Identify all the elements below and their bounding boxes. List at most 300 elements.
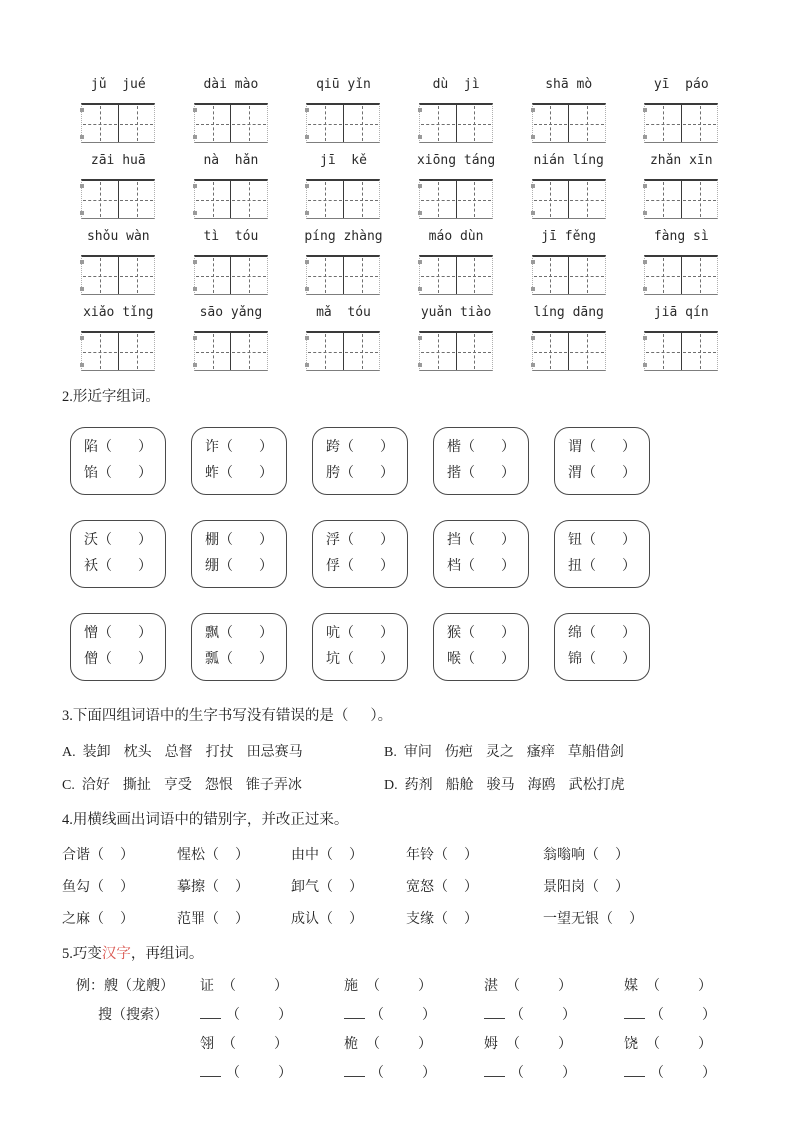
example-text: 搜（搜索） — [98, 1008, 168, 1023]
grid-cell — [420, 257, 456, 294]
pinyin-word-item — [175, 152, 288, 219]
paren-close: ） — [380, 533, 394, 548]
paren-close: ） — [464, 880, 478, 895]
grid-cell — [533, 105, 569, 142]
write-in-line — [344, 1064, 365, 1077]
grid-cell — [533, 257, 569, 294]
empty-cell — [76, 1064, 200, 1084]
paren-open: （ — [434, 880, 448, 895]
option-word: 怨恨 — [204, 778, 233, 793]
pinyin-row-1 — [62, 76, 738, 143]
paren-open: （ — [226, 1066, 240, 1081]
tianzige-writing-grid — [194, 331, 268, 371]
answer-blank — [370, 1008, 436, 1023]
answer-blank — [219, 466, 273, 481]
wrong-word: 卸气 — [291, 880, 319, 895]
grid-cell — [230, 333, 267, 370]
paren-open: （ — [510, 1008, 524, 1023]
tianzige-writing-grid — [644, 103, 718, 143]
paren-open: （ — [340, 440, 354, 455]
paren-close: ） — [138, 533, 152, 548]
wrong-word: 鱼勾 — [62, 880, 90, 895]
paren-open: （ — [461, 466, 475, 481]
source-character: 证 — [200, 979, 214, 994]
grid-cell — [420, 333, 456, 370]
pinyin-row-2 — [62, 152, 738, 219]
write-in-line — [344, 1006, 365, 1019]
change-item-blank — [200, 1064, 344, 1084]
section5-grid — [76, 977, 735, 1084]
answer-blank — [340, 533, 394, 548]
option-word: 装卸 — [82, 745, 111, 760]
fix-item — [177, 876, 291, 896]
paren-close: ） — [278, 1008, 292, 1023]
wrong-word: 宽怒 — [406, 880, 434, 895]
paren-open: （ — [340, 559, 354, 574]
character: 挡 — [447, 533, 461, 548]
paren-close: ） — [562, 1066, 576, 1081]
paren-close: ） — [274, 1037, 288, 1052]
paren-open: （ — [90, 880, 104, 895]
pinyin-word-item — [625, 152, 738, 219]
paren-open: （ — [366, 1037, 380, 1052]
character: 浮 — [326, 533, 340, 548]
answer-blank — [98, 652, 152, 667]
paren-open: （ — [226, 1008, 240, 1023]
paren-close: ） — [562, 1008, 576, 1023]
paren-open: （ — [98, 440, 112, 455]
word-pair-box — [191, 613, 287, 681]
pinyin-label: yuǎn tiào — [420, 305, 492, 320]
paren-close: ） — [380, 652, 394, 667]
paren-open: （ — [650, 1008, 664, 1023]
paren-close: ） — [349, 912, 363, 927]
pinyin-word-item — [400, 228, 513, 295]
answer-blank — [340, 626, 394, 641]
period: 。 — [377, 708, 393, 724]
answer-blank — [510, 1008, 576, 1023]
paren-close: ） — [138, 466, 152, 481]
paren-close: ） — [622, 440, 636, 455]
answer-blank — [461, 533, 515, 548]
answer-blank — [340, 440, 394, 455]
paren-close: ） — [349, 880, 363, 895]
tianzige-writing-grid — [532, 255, 606, 295]
answer-blank — [646, 1037, 712, 1052]
pinyin-label: fàng sì — [653, 229, 709, 244]
pinyin-word-item — [175, 304, 288, 371]
paren-open: （ — [219, 652, 233, 667]
paren-open: （ — [219, 559, 233, 574]
grid-cell — [307, 181, 343, 218]
answer-blank — [98, 466, 152, 481]
paren-close: ） — [622, 626, 636, 641]
tianzige-writing-grid — [644, 331, 718, 371]
tianzige-writing-grid — [81, 331, 155, 371]
grid-cell — [568, 257, 605, 294]
option-word: 海鸥 — [527, 778, 556, 793]
wrong-word: 一望无银 — [543, 912, 599, 927]
pair-box-row-3 — [70, 613, 746, 681]
option-word: 船舱 — [445, 778, 474, 793]
pinyin-label: tì tóu — [203, 229, 259, 244]
grid-cell — [343, 181, 380, 218]
paren-open: （ — [98, 466, 112, 481]
paren-open: （ — [461, 559, 475, 574]
grid-cell — [343, 105, 380, 142]
character: 诈 — [205, 440, 219, 455]
character: 陷 — [84, 440, 98, 455]
answer-blank — [205, 912, 249, 927]
paren-open: （ — [461, 440, 475, 455]
paren-open: （ — [582, 440, 596, 455]
paren-open: （ — [219, 626, 233, 641]
paren-close: ） — [698, 979, 712, 994]
wrong-word: 之麻 — [62, 912, 90, 927]
paren-close: ） — [370, 708, 378, 724]
paren-open: （ — [90, 912, 104, 927]
answer-blank — [510, 1066, 576, 1081]
answer-blank — [461, 626, 515, 641]
pinyin-label: mǎ tóu — [316, 305, 371, 320]
tianzige-writing-grid — [81, 179, 155, 219]
paren-open: （ — [434, 848, 448, 863]
character: 跨 — [326, 440, 340, 455]
pinyin-word-item — [625, 304, 738, 371]
pinyin-label: nián líng — [533, 153, 604, 168]
character: 渭 — [568, 466, 582, 481]
word-pair-box — [554, 520, 650, 588]
character: 俘 — [326, 559, 340, 574]
character: 沃 — [84, 533, 98, 548]
paren-close: ） — [622, 466, 636, 481]
character: 钮 — [568, 533, 582, 548]
paren-close: ） — [464, 848, 478, 863]
answer-blank — [461, 652, 515, 667]
paren-open: （ — [646, 979, 660, 994]
character: 揩 — [447, 466, 461, 481]
answer-blank — [340, 466, 394, 481]
option-word: 田忌赛马 — [246, 745, 303, 760]
fix-item — [406, 844, 543, 864]
fix-item — [62, 908, 177, 928]
change-item-blank — [344, 1006, 484, 1026]
answer-blank — [366, 1037, 432, 1052]
paren-open: （ — [340, 533, 354, 548]
pinyin-word-item — [287, 228, 400, 295]
answer-blank — [582, 652, 636, 667]
paren-close: ） — [501, 559, 515, 574]
answer-blank — [319, 848, 363, 863]
character: 喉 — [447, 652, 461, 667]
option-word: 枕头 — [123, 745, 152, 760]
wrong-word: 成认 — [291, 912, 319, 927]
pinyin-label: jī kě — [320, 153, 367, 168]
wrong-word: 范罪 — [177, 912, 205, 927]
paren-open: （ — [582, 626, 596, 641]
write-in-line — [200, 1064, 221, 1077]
wrong-word: 年铃 — [406, 848, 434, 863]
word-pair-box — [312, 613, 408, 681]
paren-open: （ — [366, 979, 380, 994]
paren-close: ） — [501, 626, 515, 641]
answer-blank — [334, 708, 378, 724]
paren-close: ） — [380, 626, 394, 641]
character: 坑 — [326, 652, 340, 667]
character: 憎 — [84, 626, 98, 641]
option-label: D. — [384, 778, 398, 793]
character: 猴 — [447, 626, 461, 641]
option-a — [62, 741, 384, 761]
paren-open: （ — [582, 559, 596, 574]
change-item-blank — [484, 1064, 624, 1084]
pinyin-label: zhǎn xīn — [649, 153, 713, 168]
paren-close: ） — [235, 848, 249, 863]
character: 瓢 — [205, 652, 219, 667]
fix-item — [177, 908, 291, 928]
grid-cell — [118, 181, 155, 218]
pinyin-word-item — [175, 76, 288, 143]
section4-grid — [62, 844, 735, 928]
write-in-line — [624, 1006, 645, 1019]
pinyin-word-item — [62, 304, 175, 371]
pinyin-label: dài mào — [203, 77, 259, 92]
paren-close: ） — [235, 880, 249, 895]
section3-title-text: 3.下面四组词语中的生字书写没有错误的是 — [62, 708, 334, 724]
option-word: 撕扯 — [122, 778, 151, 793]
fix-item — [543, 908, 735, 928]
answer-blank — [226, 1066, 292, 1081]
grid-cell — [343, 257, 380, 294]
section5-title-suffix: ，再组词。 — [130, 946, 204, 962]
paren-open: （ — [219, 466, 233, 481]
option-label: A. — [62, 745, 76, 760]
paren-close: ） — [259, 652, 273, 667]
answer-blank — [461, 466, 515, 481]
pinyin-label: qiū yǐn — [316, 77, 371, 92]
paren-close: ） — [418, 979, 432, 994]
paren-close: ） — [622, 533, 636, 548]
character: 谓 — [568, 440, 582, 455]
word-pair-box — [554, 427, 650, 495]
paren-close: ） — [380, 440, 394, 455]
paren-close: ） — [380, 559, 394, 574]
grid-cell — [681, 105, 718, 142]
word-pair-box — [312, 427, 408, 495]
pinyin-row-4 — [62, 304, 738, 371]
paren-open: （ — [461, 533, 475, 548]
paren-close: ） — [629, 912, 643, 927]
example-label: 例： — [76, 979, 104, 994]
option-word: 总督 — [164, 745, 193, 760]
option-label: C. — [62, 778, 75, 793]
word-pair-box — [191, 427, 287, 495]
change-item — [200, 1035, 344, 1055]
grid-cell — [533, 333, 569, 370]
answer-blank — [461, 440, 515, 455]
character: 蚱 — [205, 466, 219, 481]
word-pair-box — [433, 613, 529, 681]
paren-close: ） — [138, 559, 152, 574]
pinyin-word-item — [512, 76, 625, 143]
paren-open: （ — [90, 848, 104, 863]
pinyin-word-item — [400, 304, 513, 371]
option-word: 武松打虎 — [568, 778, 625, 793]
grid-cell — [82, 333, 118, 370]
pinyin-word-item — [400, 152, 513, 219]
pinyin-row-3 — [62, 228, 738, 295]
pinyin-label: jǔ jué — [90, 77, 146, 92]
grid-cell — [568, 181, 605, 218]
answer-blank — [506, 979, 572, 994]
answer-blank — [319, 880, 363, 895]
paren-close: ） — [622, 559, 636, 574]
paren-close: ） — [501, 652, 515, 667]
grid-cell — [307, 257, 343, 294]
paren-open: （ — [461, 652, 475, 667]
answer-blank — [582, 559, 636, 574]
paren-close: ） — [698, 1037, 712, 1052]
answer-blank — [506, 1037, 572, 1052]
wrong-word: 翁嗡响 — [543, 848, 585, 863]
paren-open: （ — [340, 652, 354, 667]
option-word: 灵之 — [485, 745, 514, 760]
paren-close: ） — [702, 1066, 716, 1081]
fix-item — [62, 844, 177, 864]
paren-open: （ — [506, 979, 520, 994]
tianzige-writing-grid — [532, 103, 606, 143]
pinyin-label: xiōng táng — [416, 153, 496, 168]
grid-cell — [645, 257, 681, 294]
character: 棚 — [205, 533, 219, 548]
answer-blank — [222, 979, 288, 994]
grid-cell — [645, 105, 681, 142]
paren-close: ） — [702, 1008, 716, 1023]
paren-open: （ — [582, 533, 596, 548]
answer-blank — [222, 1037, 288, 1052]
answer-blank — [205, 880, 249, 895]
word-pair-box — [312, 520, 408, 588]
answer-blank — [98, 559, 152, 574]
paren-close: ） — [464, 912, 478, 927]
paren-open: （ — [340, 626, 354, 641]
fix-item — [291, 908, 406, 928]
pinyin-label: líng dāng — [533, 305, 604, 320]
pinyin-label: yī páo — [653, 77, 709, 92]
paren-open: （ — [319, 880, 333, 895]
tianzige-writing-grid — [644, 179, 718, 219]
tianzige-writing-grid — [532, 331, 606, 371]
paren-open: （ — [461, 626, 475, 641]
change-item-blank — [624, 1006, 735, 1026]
answer-blank — [370, 1066, 436, 1081]
grid-cell — [118, 257, 155, 294]
word-pair-box — [191, 520, 287, 588]
paren-close: ） — [138, 652, 152, 667]
option-c — [62, 774, 384, 794]
tianzige-writing-grid — [194, 179, 268, 219]
paren-open: （ — [98, 652, 112, 667]
paren-close: ） — [349, 848, 363, 863]
section2-title: 2.形近字组词。 — [62, 389, 160, 405]
pinyin-label: dù jì — [432, 77, 480, 92]
paren-close: ） — [138, 440, 152, 455]
paren-close: ） — [259, 626, 273, 641]
answer-blank — [582, 466, 636, 481]
option-word: 药剂 — [404, 778, 433, 793]
change-item — [484, 977, 624, 997]
paren-open: （ — [98, 559, 112, 574]
section3-title — [62, 706, 735, 726]
paren-open: （ — [219, 533, 233, 548]
paren-close: ） — [501, 533, 515, 548]
answer-blank — [90, 912, 134, 927]
pinyin-word-item — [512, 228, 625, 295]
fix-item — [177, 844, 291, 864]
pinyin-word-item — [625, 76, 738, 143]
answer-blank — [582, 533, 636, 548]
paren-close: ） — [138, 626, 152, 641]
pair-box-row-2 — [70, 520, 746, 588]
character: 档 — [447, 559, 461, 574]
grid-cell — [420, 105, 456, 142]
fix-item — [291, 844, 406, 864]
grid-cell — [195, 333, 231, 370]
section4-title: 4.用横线画出词语中的错别字，并改正过来。 — [62, 812, 349, 828]
tianzige-writing-grid — [419, 103, 493, 143]
grid-cell — [456, 181, 493, 218]
tianzige-writing-grid — [644, 255, 718, 295]
paren-close: ） — [615, 880, 629, 895]
character: 锦 — [568, 652, 582, 667]
character: 僧 — [84, 652, 98, 667]
grid-cell — [533, 181, 569, 218]
option-label: B. — [384, 745, 397, 760]
grid-cell — [82, 181, 118, 218]
option-word: 审问 — [403, 745, 432, 760]
character: 绷 — [205, 559, 219, 574]
answer-blank — [90, 880, 134, 895]
pinyin-word-item — [287, 152, 400, 219]
source-character: 翎 — [200, 1037, 214, 1052]
change-item — [344, 1035, 484, 1055]
option-word: 草船借剑 — [567, 745, 624, 760]
fix-item — [543, 844, 735, 864]
paren-open: （ — [222, 1037, 236, 1052]
change-item-blank — [344, 1064, 484, 1084]
answer-blank — [582, 440, 636, 455]
paren-close: ） — [120, 848, 134, 863]
word-pair-box — [433, 427, 529, 495]
option-b — [384, 741, 735, 761]
paren-open: （ — [599, 912, 613, 927]
pinyin-label: jī fěng — [541, 229, 597, 244]
grid-cell — [681, 257, 718, 294]
paren-open: （ — [370, 1066, 384, 1081]
grid-cell — [82, 257, 118, 294]
change-item — [344, 977, 484, 997]
change-item — [624, 1035, 735, 1055]
pinyin-word-item — [625, 228, 738, 295]
option-word: 锥子弄冰 — [245, 778, 302, 793]
answer-blank — [219, 559, 273, 574]
tianzige-writing-grid — [419, 331, 493, 371]
answer-blank — [599, 912, 643, 927]
paren-close: ） — [422, 1066, 436, 1081]
paren-open: （ — [205, 848, 219, 863]
paren-close: ） — [120, 912, 134, 927]
write-in-line — [624, 1064, 645, 1077]
